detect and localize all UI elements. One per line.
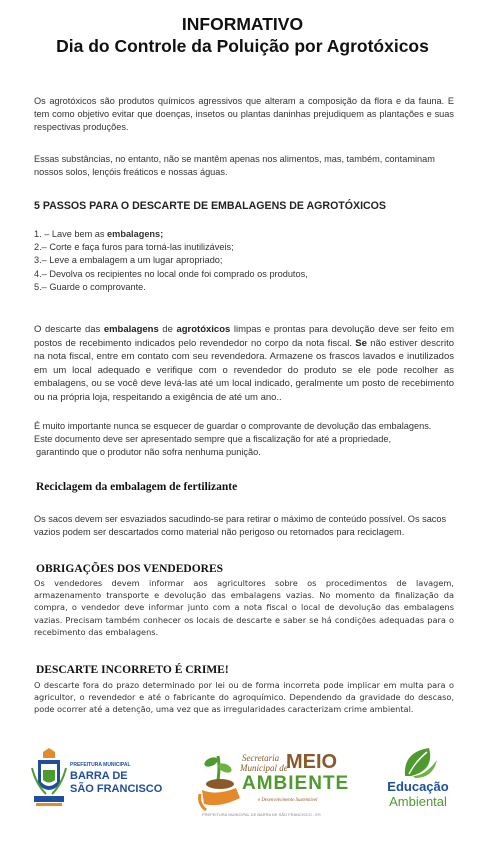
secretaria-meio: MEIO	[286, 751, 338, 773]
secretaria-footer: PREFEITURA MUNICIPAL DE BARRA DE SÃO FRANCISCO - ES	[202, 812, 321, 817]
importante-line: garantindo que o produtor não sofra nenhuma punição.	[36, 447, 261, 458]
coat-of-arms-icon	[30, 748, 68, 814]
steps-list	[34, 228, 454, 294]
secretaria-logo	[196, 751, 350, 828]
secretaria-ambiente: AMBIENTE	[242, 773, 350, 794]
step-item: 1. – Lave bem as embalagens;	[34, 229, 164, 239]
ambiental-text: Ambiental	[389, 794, 447, 809]
prefeitura-line-1: BARRA DE	[70, 770, 128, 782]
importante-line: Este documento deve ser apresentado sempre que a fiscalização for até a propriedade,	[34, 434, 391, 445]
secretaria-line-1: Secretaria	[242, 753, 280, 763]
prefeitura-line-2: SÃO FRANCISCO	[70, 783, 163, 795]
obrigacoes-text: Os vendedores devem informar aos agricultores sobre os procedimentos de lavagem, armazenamento transporte e devolução das embalagens vazias. No momento da finalização da compra, o vendedor deve informar junto com a nota fiscal o local de devolução das embalagens vazias. Precisam também conhecer os locais de descarte e saber se há condições adequadas para o recebimento das embalagens.	[34, 578, 454, 637]
steps-heading: 5 PASSOS PARA O DESCARTE DE EMBALAGENS DE AGROTÓXICOS	[34, 200, 386, 212]
leaf-icon	[395, 746, 441, 780]
crime-text: O descarte fora do prazo determinado por lei ou de forma incorreta pode implicar em multa para o agricultor, o revendedor e até o fabricante do agroquímico. Dependendo da gravidade do descaso, pode ocorrer até a detenção, uma vez que as irregularidades caracterizam crime ambiental.	[34, 680, 454, 715]
obrigacoes-heading: OBRIGAÇÕES DOS VENDEDORES	[36, 563, 224, 575]
page-subtitle: Dia do Controle da Poluição por Agrotóxicos	[56, 36, 429, 56]
prefeitura-small-label: PREFEITURA MUNICIPAL	[70, 762, 131, 768]
hand-plant-icon	[196, 752, 248, 814]
step-item: 3.– Leve a embalagem a um lugar apropriado;	[34, 255, 223, 266]
importante-block	[34, 420, 454, 460]
crime-heading: DESCARTE INCORRETO É CRIME!	[36, 664, 229, 676]
secretaria-line-2: Municipal de	[240, 763, 288, 773]
intro-paragraph-2: Essas substâncias, no entanto, não se mantêm apenas nos alimentos, mas, também, contaminam nossos solos, lençóis freáticos e nossas águas.	[34, 154, 435, 178]
step-item: 2.– Corte e faça furos para torná-las inutilizáveis;	[34, 242, 234, 253]
secretaria-tagline: e Desenvolvimento Sustentável	[258, 798, 318, 803]
reciclagem-heading: Reciclagem da embalagem de fertilizante	[36, 481, 238, 493]
page-title: INFORMATIVO	[181, 14, 304, 34]
reciclagem-text: Os sacos devem ser esvaziados sacudindo-se para retirar o máximo de conteúdo possível. Os sacos vazios podem ser descartados como material não perigoso ou retornados para reciclagem.	[34, 514, 447, 538]
intro-paragraph-1: Os agrotóxicos são produtos químicos agressivos que alteram a composição da flora e da fauna. E tem como objetivo evitar que doenças, insetos ou plantas daninhas prejudiquem as plantações e suas respectivas produções.	[34, 96, 454, 133]
importante-line: É muito importante nunca se esquecer de guardar o comprovante de devolução das embalagens.	[34, 421, 432, 431]
step-item: 4.– Devolva os recipientes no local onde foi comprado os produtos,	[34, 268, 308, 279]
step-item: 5.– Guarde o comprovante.	[34, 281, 146, 292]
descarte-paragraph: O descarte das embalagens de agrotóxicos limpas e prontas para devolução deve ser feito em postos de recebimento indicados pelo revendedor no corpo da nota fiscal. Se não estiver descrito na nota fiscal, entre em contato com seu revendedora. Armazene os frascos lavados e inutilizados em um local adequado e verifique com o revendedor do produto se ele pode recolher as embalagens, ou se você deve levá-las até um local indicado, geralmente um posto de recebimento ou na própria loja, respeitando a exigência de até um ano..	[34, 324, 455, 403]
prefeitura-logo	[30, 746, 165, 816]
educacao-ambiental-logo	[378, 746, 458, 816]
educacao-text: Educação	[387, 779, 449, 794]
